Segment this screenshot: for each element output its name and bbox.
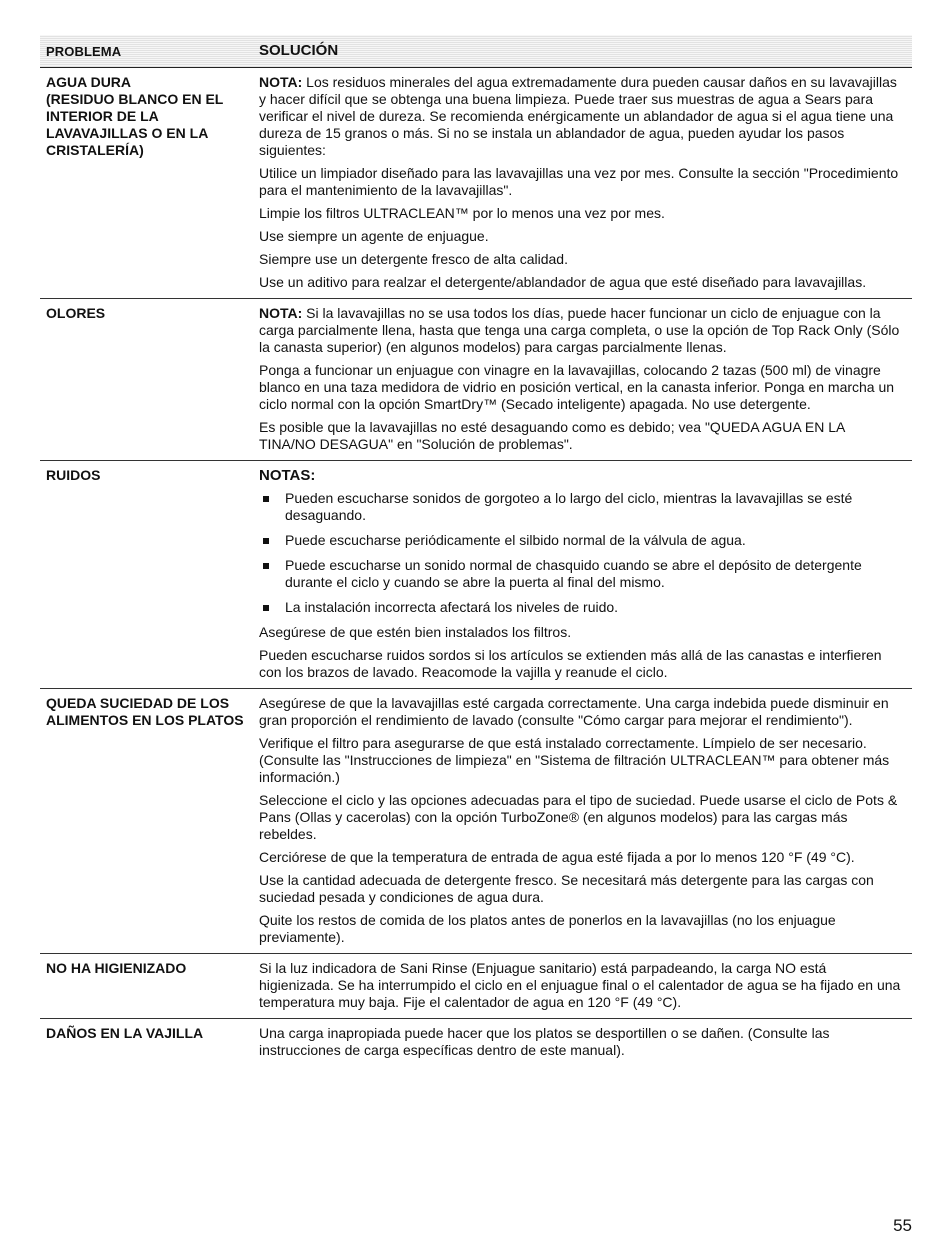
solution-paragraph: Siempre use un detergente fresco de alta calidad. (259, 251, 568, 267)
solution-paragraph: Cerciórese de que la temperatura de entrada de agua esté fijada a por lo menos 120 °F (49 °C). (259, 849, 855, 865)
solution-paragraph: Asegúrese de que la lavavajillas esté cargada correctamente. Una carga indebida puede disminuir en gran proporción el rendimiento de lavado (consulte "Cómo cargar para mejorar el rendimiento"). (259, 695, 889, 728)
list-item-text: Pueden escucharse sonidos de gorgoteo a lo largo del ciclo, mientras la lavavajillas se esté desaguando. (285, 490, 853, 523)
solution-paragraph: Si la luz indicadora de Sani Rinse (Enjuague sanitario) está parpadeando, la carga NO está higienizada. Se ha interrumpido el ciclo en el enjuague final o el calentador de agua se ha fijado en una temperatura muy baja. Fije el calentador de agua en 120 °F (49 °C). (259, 960, 901, 1010)
square-bullet-icon (263, 496, 269, 502)
note-text: Si la lavavajillas no se usa todos los días, puede hacer funcionar un ciclo de enjuague con la carga parcialmente llena, hasta que tenga una carga completa, o use la opción de Top Rack Only (Sólo la canasta superior) (en algunos modelos) para cargas parcialmente llenas. (259, 305, 900, 355)
problem-cell: RUIDOS (46, 467, 101, 483)
notes-list (259, 490, 902, 616)
list-item (259, 599, 902, 616)
problem-cell: AGUA DURA (RESIDUO BLANCO EN EL INTERIOR DE LA LAVAVAJILLAS O EN LA CRISTALERÍA) (46, 74, 224, 158)
solution-paragraph: Ponga a funcionar un enjuague con vinagre en la lavavajillas, colocando 2 tazas (500 ml) de vinagre blanco en una taza medidora de vidrio en posición vertical, en la canasta inferior. Ponga en marcha un ciclo normal con la opción SmartDry™ (Secado inteligente) apagada. No use detergente. (259, 362, 895, 412)
solution-paragraph: Asegúrese de que estén bien instalados los filtros. (259, 624, 572, 640)
list-item-text: Puede escucharse periódicamente el silbido normal de la válvula de agua. (285, 532, 746, 548)
problem-cell: DAÑOS EN LA VAJILLA (46, 1025, 204, 1041)
list-item-text: Puede escucharse un sonido normal de chasquido cuando se abre el depósito de detergente durante el ciclo y cuando se abre la puerta al final del mismo. (285, 557, 862, 590)
solution-cell (259, 1025, 912, 1059)
note-label: NOTA: (259, 305, 303, 321)
note-label: NOTA: (259, 74, 303, 90)
solution-paragraph: Seleccione el ciclo y las opciones adecuadas para el tipo de suciedad. Puede usarse el ciclo de Pots & Pans (Ollas y cacerolas) con la opción TurboZone® (en algunos modelos) para las cargas más rebeldes. (259, 792, 898, 842)
list-item (259, 557, 902, 591)
solution-cell (259, 74, 912, 291)
list-item (259, 532, 902, 549)
solution-cell (259, 305, 912, 453)
list-item-text: La instalación incorrecta afectará los niveles de ruido. (285, 599, 619, 615)
square-bullet-icon (263, 563, 269, 569)
problem-cell: NO HA HIGIENIZADO (46, 960, 187, 976)
problem-cell: OLORES (46, 305, 106, 321)
solution-column-header: SOLUCIÓN (259, 42, 339, 59)
solution-paragraph: Una carga inapropiada puede hacer que los platos se desportillen o se dañen. (Consulte las instrucciones de carga específicas dentro de este manual). (259, 1025, 830, 1058)
table-header (40, 35, 912, 68)
square-bullet-icon (263, 538, 269, 544)
problem-cell: QUEDA SUCIEDAD DE LOS ALIMENTOS EN LOS PLATOS (46, 695, 244, 728)
note-paragraph (259, 74, 902, 159)
solution-paragraph: Limpie los filtros ULTRACLEAN™ por lo menos una vez por mes. (259, 205, 665, 221)
problem-column-header: PROBLEMA (46, 44, 122, 59)
solution-cell (259, 467, 912, 681)
solution-paragraph: Utilice un limpiador diseñado para las lavavajillas una vez por mes. Consulte la sección "Procedimiento para el mantenimiento de la lavavajillas". (259, 165, 899, 198)
solution-paragraph: Es posible que la lavavajillas no esté desaguando como es debido; vea "QUEDA AGUA EN LA TINA/NO DESAGUA" en "Solución de problemas". (259, 419, 845, 452)
square-bullet-icon (263, 605, 269, 611)
note-paragraph (259, 305, 902, 356)
table-row-hard-water (40, 68, 912, 299)
solution-paragraph: Verifique el filtro para asegurarse de que está instalado correctamente. Límpielo de ser necesario. (Consulte las "Instrucciones de limpieza" en "Sistema de filtración ULTRACLEAN™ para obtener más información.) (259, 735, 890, 785)
notes-heading: NOTAS: (259, 467, 316, 484)
solution-paragraph: Use un aditivo para realzar el detergente/ablandador de agua que esté diseñado para lavavajillas. (259, 274, 867, 290)
solution-paragraph: Pueden escucharse ruidos sordos si los artículos se extienden más allá de las canastas e interfieren con los brazos de lavado. Reacomode la vajilla y reanude el ciclo. (259, 647, 882, 680)
list-item (259, 490, 902, 524)
table-row-dish-damage (40, 1019, 912, 1066)
troubleshooting-table (40, 68, 912, 1066)
solution-paragraph: Use la cantidad adecuada de detergente fresco. Se necesitará más detergente para las cargas con suciedad pesada y condiciones de agua dura. (259, 872, 874, 905)
table-row-food-soil (40, 689, 912, 954)
solution-paragraph: Quite los restos de comida de los platos antes de ponerlos en la lavavajillas (no los enjuague previamente). (259, 912, 836, 945)
note-text: Los residuos minerales del agua extremadamente dura pueden causar daños en su lavavajillas y hacer difícil que se obtenga una buena limpieza. Puede traer sus muestras de agua a Sears para verificar el nivel de dureza. Se recomienda enérgicamente un ablandador de agua si el agua tiene una dureza de 15 granos o más. Si no se instala un ablandador de agua, pueden ayudar los pasos siguientes: (259, 74, 897, 158)
solution-paragraph: Use siempre un agente de enjuague. (259, 228, 489, 244)
table-row-noises (40, 461, 912, 689)
table-row-not-sanitized (40, 954, 912, 1019)
solution-cell (259, 695, 912, 946)
solution-cell (259, 960, 912, 1011)
page-number: 55 (893, 1216, 912, 1235)
table-row-odors (40, 299, 912, 461)
